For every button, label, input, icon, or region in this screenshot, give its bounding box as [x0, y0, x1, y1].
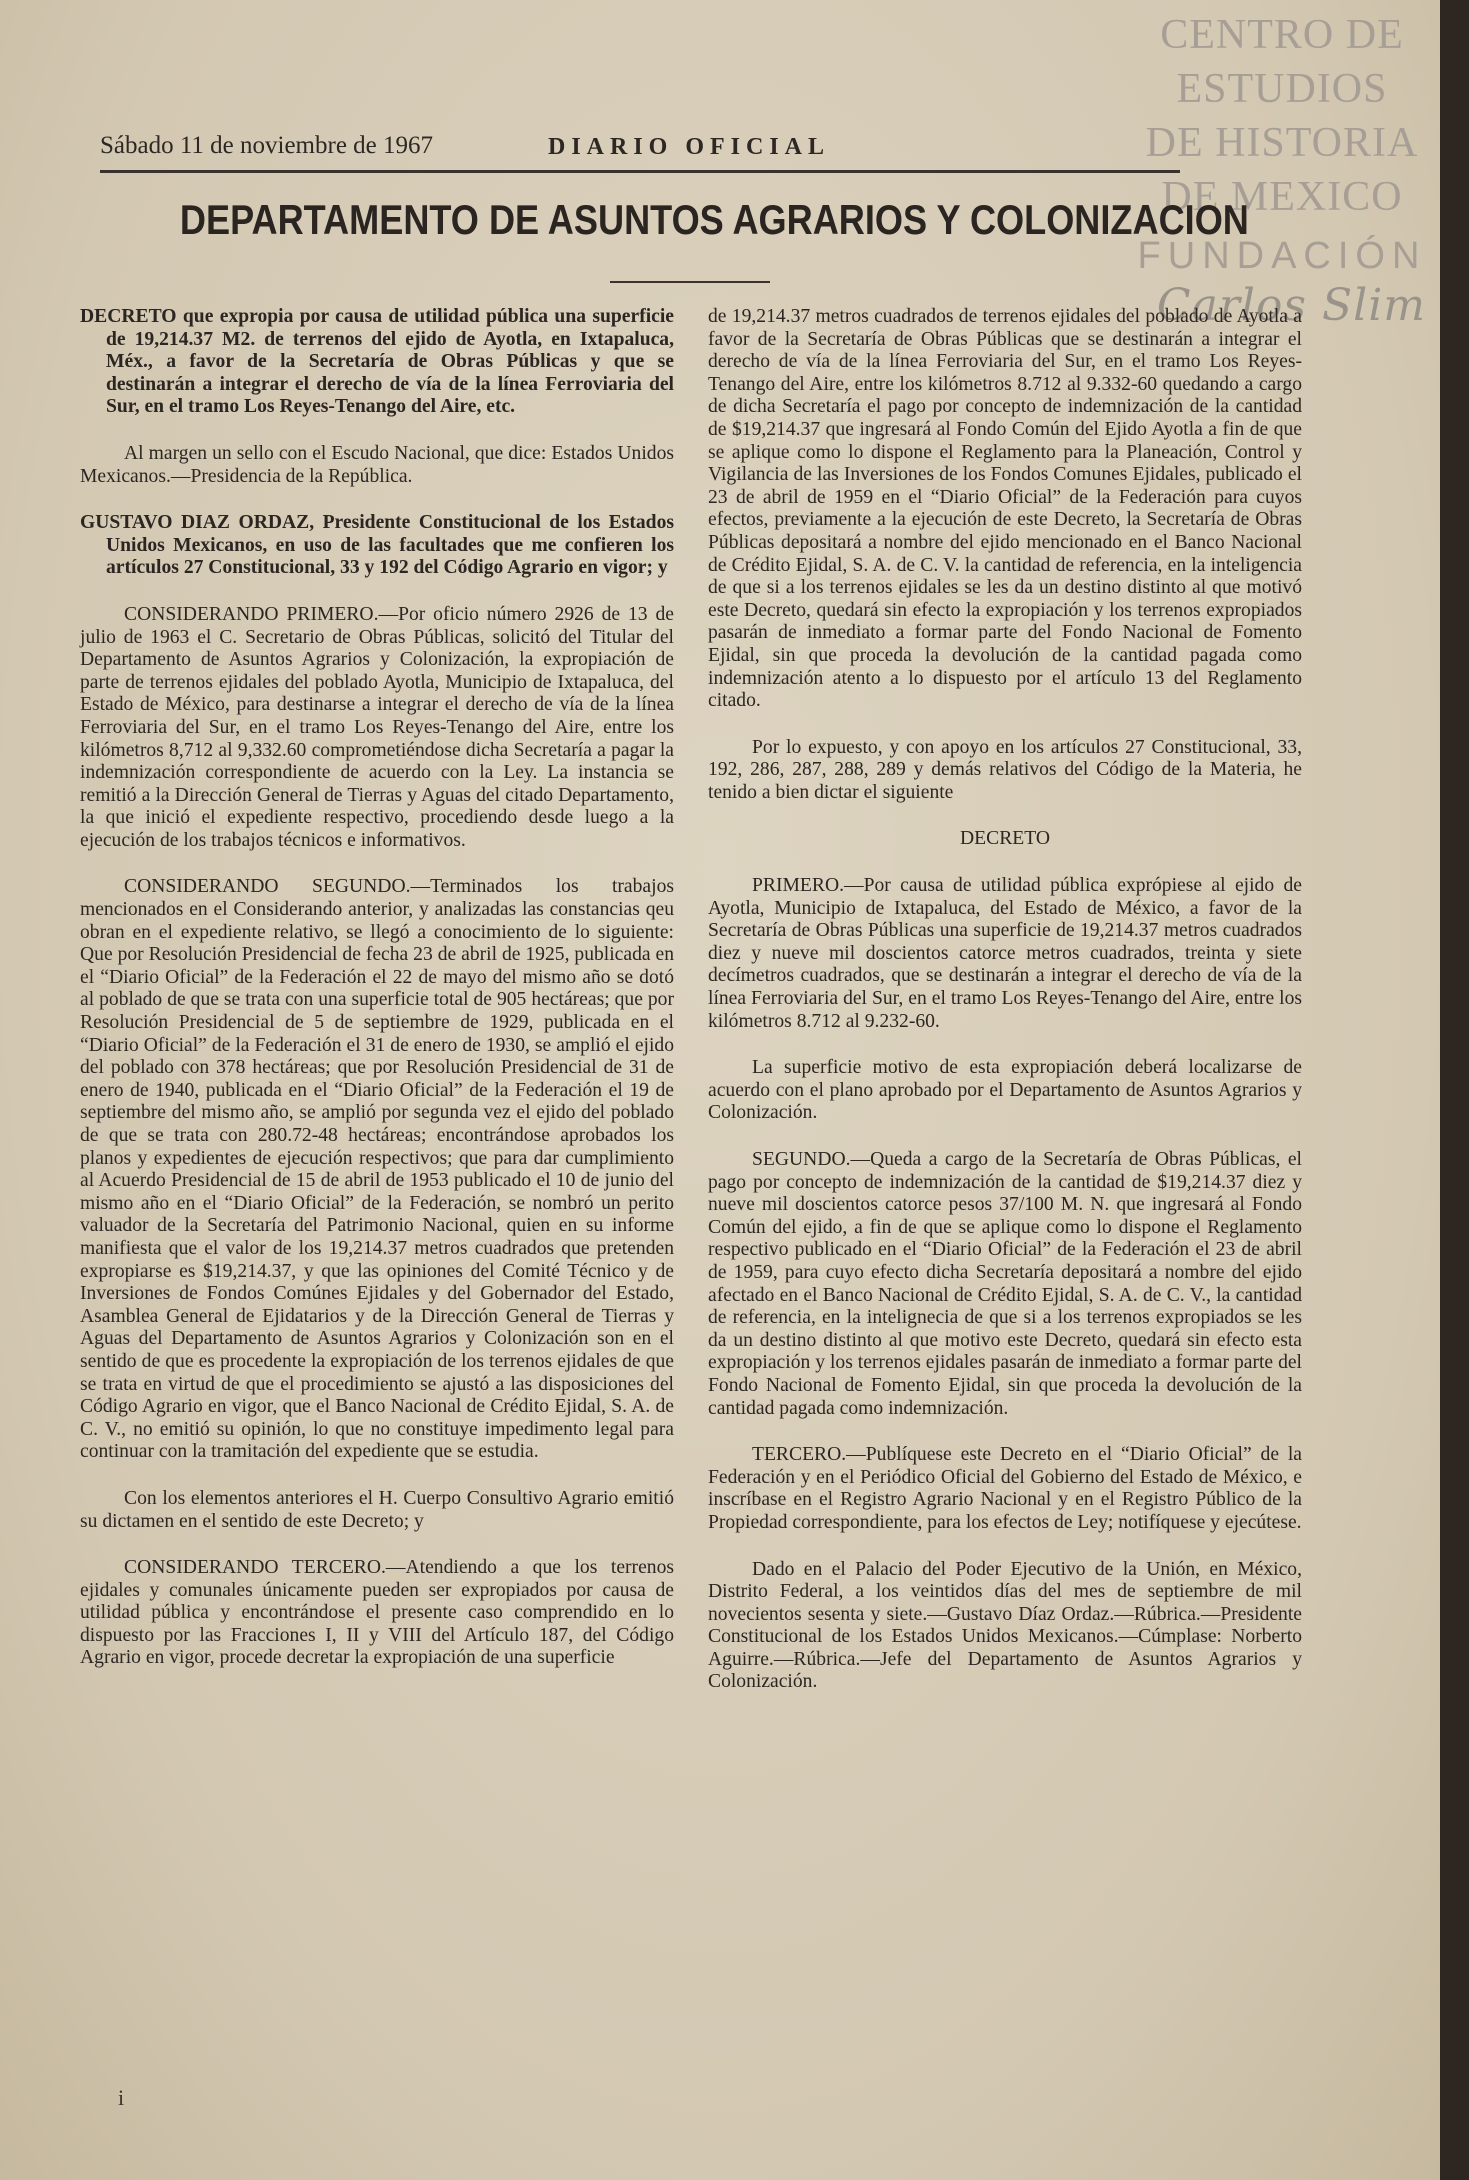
watermark-signature: Carlos Slim [1156, 280, 1426, 331]
scan-edge [1440, 0, 1469, 2180]
page-header [100, 132, 1200, 172]
left-column [80, 306, 674, 1694]
considerando-tercero: CONSIDERANDO TERCERO.—Atendiendo a que los terrenos ejidales y comunales únicamente pueden ser expropiados por causa de utilidad pública y encontrándose el presente caso comprendido en lo dispuesto por las Fracciones I, II y VIII del Artículo 187, del Código Agrario en vigor, procede decretar la expropiación de una superficie [80, 1557, 674, 1669]
considerando-primero: CONSIDERANDO PRIMERO.—Por oficio número 2926 de 13 de julio de 1963 el C. Secretario de Obras Públicas, solicitó del Titular del Departamento de Asuntos Agrarios y Colonización, la expropiación de parte de terrenos ejidales del poblado Ayotla, Municipio de Ixtapaluca, del Estado de México, para destinarse a integrar el derecho de vía de la línea Ferroviaria del Sur, en el tramo Los Reyes-Tenango del Aire, entre los kilómetros 8,712 al 9,332.60 comprometiéndose dicha Secretaría a pagar la indemnización correspondiente de acuerdo con la Ley. La instancia se remitió a la Dirección General de Tierras y Aguas del citado Departamento, la que inició el expediente respectivo, procediendo desde luego a la ejecución de los trabajos técnicos e informativos. [80, 603, 674, 851]
watermark-line-2: ESTUDIOS [1176, 66, 1388, 112]
signing-statement: Dado en el Palacio del Poder Ejecutivo de la Unión, en México, Distrito Federal, a los veintidos días del mes de septiembre de mil novecientos sesenta y siete.—Gustavo Díaz Ordaz.—Rúbrica.—Presidente Constitucional de los Estados Unidos Mexicanos.—Cúmplase: Norberto Aguirre.—Rúbrica.—Jefe del Departamento de Asuntos Agrarios y Colonización. [708, 1558, 1302, 1693]
watermark-foundation: FUNDACIÓN [1137, 235, 1427, 277]
cuerpo-consultivo: Con los elementos anteriores el H. Cuerpo Consultivo Agrario emitió su dictamen en el sentido de este Decreto; y [80, 1487, 674, 1532]
article-segundo: SEGUNDO.—Queda a cargo de la Secretaría de Obras Públicas, el pago por concepto de indemnización de la cantidad de $19,214.37 diez y nueve mil doscientos catorce pesos 37/100 M. N. que ingresará al Fondo Común del ejido, a fin de que se aplique como lo dispone el Reglamento respectivo publicado en el “Diario Oficial” de la Federación el 23 de abril de 1959, para cuyo efecto dicha Secretaría depositará a nombre del ejido afectado en el Banco Nacional de Crédito Ejidal, S. A. de C. V., la cantidad de referencia, en la intelignecia de que si a los terrenos expropiados se les da un destino distinto al que motivo este Decreto, quedará sin efecto esta expropiación y los terrenos ejidales pasarán de inmediato a formar parte del Fondo Nacional de Fomento Ejidal, sin que proceda la devolución de la cantidad pagada como indemnización. [708, 1149, 1302, 1419]
header-rule [100, 170, 1180, 173]
decreto-summary: DECRETO que expropia por causa de utilidad pública una superficie de 19,214.37 M2. de terrenos del ejido de Ayotla, en Ixtapaluca, Méx., a favor de la Secretaría de Obras Públicas y que se destinarán a integrar el derecho de vía de la línea Ferroviaria del Sur, en el tramo Los Reyes-Tenango del Aire, etc. [80, 306, 674, 418]
watermark-line-4: DE MEXICO [1161, 174, 1403, 220]
continuation-paragraph: de 19,214.37 metros cuadrados de terrenos ejidales del poblado de Ayotla a favor de la Secretaría de Obras Públicas que se destinarán a integrar el derecho de vía de la línea Ferroviaria del Sur, en el tramo Los Reyes-Tenango del Aire, entre los kilómetros 8.712 al 9.332-60 quedando a cargo de dicha Secretaría el pago por concepto de indemnización de la cantidad de $19,214.37 que ingresará al Fondo Común del Ejido Ayotla a fin de que se aplique como lo dispone el Reglamento para la Planeación, Control y Vigilancia de las Inversiones de los Fondos Comunes Ejidales, publicado el 23 de abril de 1959 en el “Diario Oficial” de la Federación para cuyos efectos, previamente a la ejecución de este Decreto, la Secretaría de Obras Públicas depositará a nombre del ejido mencionado en el Banco Nacional de Crédito Ejidal, S. A. de C. V. la cantidad de referencia, en la inteligencia de que si a los terrenos ejidales se les da un destino distinto al que motivó este Decreto, quedará sin efecto la expropiación y los terrenos expropiados pasarán de inmediato a formar parte del Fondo Nacional de Fomento Ejidal, sin que proceda la devolución de la cantidad pagada como indemnización atento a lo dispuesto por el artículo 13 del Reglamento citado. [708, 306, 1302, 712]
header-date: Sábado 11 de noviembre de 1967 [100, 132, 434, 159]
article-tercero: TERCERO.—Publíquese este Decreto en el “Diario Oficial” de la Federación y en el Periódico Oficial del Gobierno del Estado de México, e inscríbase en el Registro Agrario Nacional y en el Registro Público de la Propiedad correspondiente, para los efectos de Ley; notifíquese y ejecútese. [708, 1444, 1302, 1533]
title-rule [610, 281, 770, 283]
page-mark: i [118, 2085, 125, 2110]
header-publication: DIARIO OFICIAL [548, 134, 831, 160]
right-column [708, 306, 1302, 1718]
seal-note: Al margen un sello con el Escudo Nacional, que dice: Estados Unidos Mexicanos.—Presidencia de la República. [80, 442, 674, 487]
decreto-heading: DECRETO [960, 828, 1050, 850]
considerando-segundo: CONSIDERANDO SEGUNDO.—Terminados los trabajos mencionados en el Considerando anterior, y analizadas las constancias qeu obran en el expediente relativo, se llegó a conocimiento de lo siguiente: Que por Resolución Presidencial de fecha 23 de abril de 1925, publicada en el “Diario Oficial” de la Federación el 22 de mayo del mismo año se dotó al poblado de que se trata con una superficie total de 905 hectáreas; que por Resolución Presidencial de 5 de septiembre de 1929, publicada en el “Diario Oficial” de la Federación el 31 de enero de 1930, se amplió el ejido del poblado con 378 hectáreas; que por Resolución Presidencial de 31 de enero de 1940, publicada en el “Diario Oficial” de la Federación el 19 de septiembre del mismo año, se amplió por segunda vez el ejido del poblado de que se trata con 280.72-48 hectáreas; encontrándose aprobados los planos y expedientes de ejecución respectivos; que para dar cumplimiento al Acuerdo Presidencial de 15 de abril de 1953 publicado el 10 de junio del mismo año en el “Diario Oficial” de la Federación, se nombró un perito valuador de la Secretaría del Patrimonio Nacional, quien en su informe manifiesta que el valor de los 19,214.37 metros cuadrados que pretenden expropiarse es $19,214.37, y que las opiniones del Comité Técnico y de Inversiones de Fondos Comúnes Ejidales y del Gobernador del Estado, Asamblea General de Ejidatarios y de la Dirección General de Tierras y Aguas del Departamento de Asuntos Agrarios y Colonización son en el sentido de que es procedente la expropiación de los terrenos ejidales de que se trata en virtud de que el procedimiento se ajustó a las disposiciones del Código Agrario en vigor, que el Banco Nacional de Crédito Ejidal, S. A. de C. V., no emitió su opinión, lo que no constituye impedimento legal para continuar con la tramitación del expediente que se estudia. [80, 876, 674, 1463]
superficie-note: La superficie motivo de esta expropiación deberá localizarse de acuerdo con el plano aprobado por el Departamento de Asuntos Agrarios y Colonización. [708, 1057, 1302, 1124]
watermark-line-3: DE HISTORIA [1145, 120, 1419, 166]
president-statement: GUSTAVO DIAZ ORDAZ, Presidente Constitucional de los Estados Unidos Mexicanos, en uso de las facultades que me confieren los artículos 27 Constitucional, 33 y 192 del Código Agrario en vigor; y [80, 512, 674, 579]
watermark-line-1: CENTRO DE [1160, 12, 1404, 58]
department-title: DEPARTAMENTO DE ASUNTOS AGRARIOS Y COLONIZACION [179, 196, 1249, 243]
article-primero: PRIMERO.—Por causa de utilidad pública exprópiese al ejido de Ayotla, Municipio de Ixtapaluca, del Estado de México, a favor de la Secretaría de Obras Públicas una superficie de 19,214.37 metros cuadrados diez y nueve mil doscientos catorce metros cuadrados, treinta y siete decímetros cuadrados, que se destinarán a integrar el derecho de vía de la línea Ferroviaria del Sur, en el tramo Los Reyes-Tenango del Aire, entre los kilómetros 8.712 al 9.232-60. [708, 875, 1302, 1032]
por-lo-expuesto: Por lo expuesto, y con apoyo en los artículos 27 Constitucional, 33, 192, 286, 287, 288, 289 y demás relativos del Código de la Materia, he tenido a bien dictar el siguiente [708, 736, 1302, 803]
